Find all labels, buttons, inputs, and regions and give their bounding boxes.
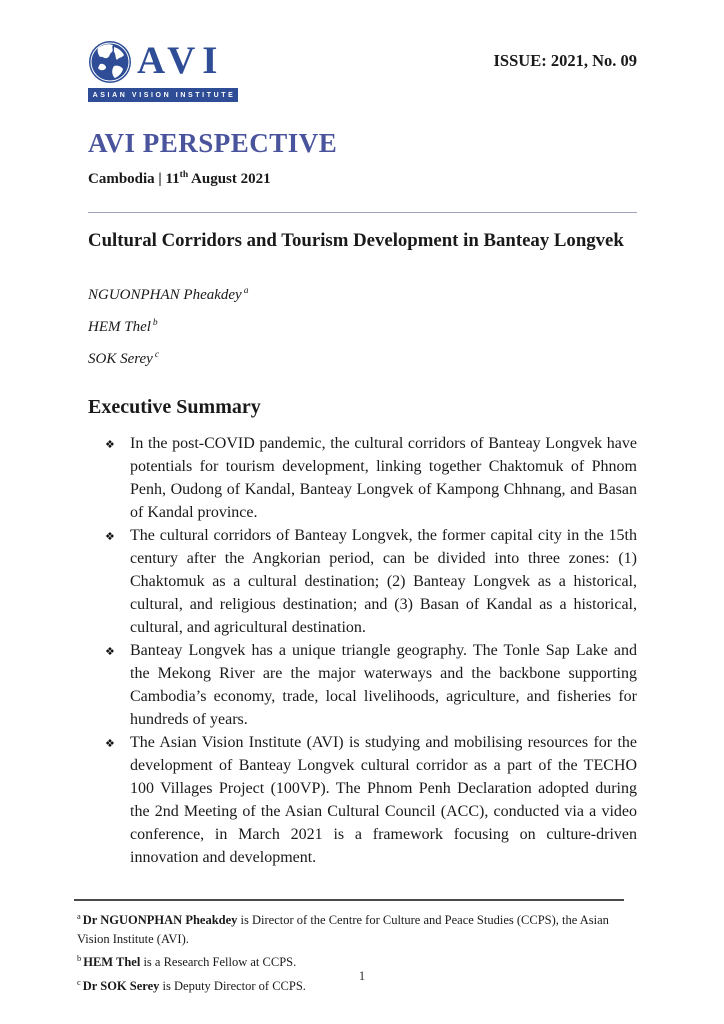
publication-title: AVI PERSPECTIVE — [88, 128, 338, 158]
globe-icon — [88, 40, 132, 84]
author-name: HEM Thel — [88, 319, 151, 336]
bullet-diamond-icon: ❖ — [105, 438, 115, 452]
section-heading: Executive Summary — [88, 396, 261, 419]
footnote-ref: a — [77, 911, 81, 922]
page-header — [88, 0, 637, 102]
footnote-divider — [74, 899, 624, 901]
footnote-author: HEM Thel — [83, 955, 141, 970]
footnote-text: is Director of the Centre for Culture and Peace Studies (CCPS), the Asian Vision Institute (AVI). — [77, 913, 609, 947]
list-item — [88, 639, 637, 731]
bullet-diamond-icon: ❖ — [105, 645, 115, 659]
author-footnote-ref: b — [152, 318, 158, 329]
author-line — [88, 309, 637, 341]
header-divider — [88, 212, 637, 213]
footnote-ref: c — [77, 976, 81, 987]
bullet-text: The cultural corridors of Banteay Longvek, the former capital city in the 15th century after the Angkorian period, can be divided into three zones: (1) Chaktomuk as a cultural destination; (2) Banteay Longvek as a historical, cultural, and religious destination; and (3) Basan of Kandal as a historical, cultural, and agricultural destination. — [130, 527, 637, 637]
bullet-diamond-icon: ❖ — [105, 530, 115, 544]
list-item — [88, 524, 637, 639]
footnote-text: is a Research Fellow at CCPS. — [140, 955, 297, 970]
author-name: NGUONPHAN Pheakdey — [88, 287, 242, 304]
author-line — [88, 341, 637, 373]
list-item — [88, 731, 637, 869]
article-title: Cultural Corridors and Tourism Development in Banteay Longvek — [88, 229, 624, 251]
footnote-author: Dr SOK Serey — [82, 978, 160, 993]
bullet-text: In the post-COVID pandemic, the cultural corridors of Banteay Longvek have potentials for tourism development, linking together Chaktomuk of Phnom Penh, Oudong of Kandal, Banteay Longvek of Kampong Chhnang, and Basan of Kandal province. — [130, 435, 637, 522]
footnote-author: Dr NGUONPHAN Pheakdey — [82, 913, 238, 928]
footnote-ref: b — [77, 953, 82, 964]
avi-logo-top — [88, 38, 238, 85]
author-line — [88, 277, 637, 309]
dateline-suffix: August 2021 — [188, 170, 271, 187]
list-item — [88, 432, 637, 524]
dateline — [88, 170, 637, 188]
dateline-ordinal: th — [179, 169, 189, 180]
issue-label: ISSUE: 2021, No. 09 — [493, 51, 637, 70]
logo-acronym: AVI — [137, 39, 225, 82]
avi-logo — [88, 38, 238, 102]
bullet-text: The Asian Vision Institute (AVI) is studying and mobilising resources for the development of Banteay Longvek cultural corridor as a part of the TECHO 100 Villages Project (100VP). The Phnom Penh Declaration adopted during the 2nd Meeting of the Asian Cultural Council (ACC), conducted via a video conference, in March 2021 is a framework focusing on culture-driven innovation and development. — [130, 734, 637, 867]
footnote-text: is Deputy Director of CCPS. — [159, 978, 306, 993]
page-number: 1 — [358, 968, 366, 983]
footnote-line — [77, 907, 639, 949]
bullet-diamond-icon: ❖ — [105, 737, 115, 751]
executive-summary-list — [88, 432, 637, 869]
author-footnote-ref: a — [243, 286, 249, 297]
author-name: SOK Serey — [88, 351, 153, 368]
bullet-text: Banteay Longvek has a unique triangle geography. The Tonle Sap Lake and the Mekong River are the major waterways and the backbone supporting Cambodia’s economy, trade, local livelihoods, agriculture, and fisheries for hundreds of years. — [130, 642, 637, 729]
logo-banner: ASIAN VISION INSTITUTE — [88, 88, 238, 102]
author-list — [88, 277, 637, 373]
dateline-prefix: Cambodia | 11 — [88, 170, 180, 187]
author-footnote-ref: c — [154, 350, 160, 361]
